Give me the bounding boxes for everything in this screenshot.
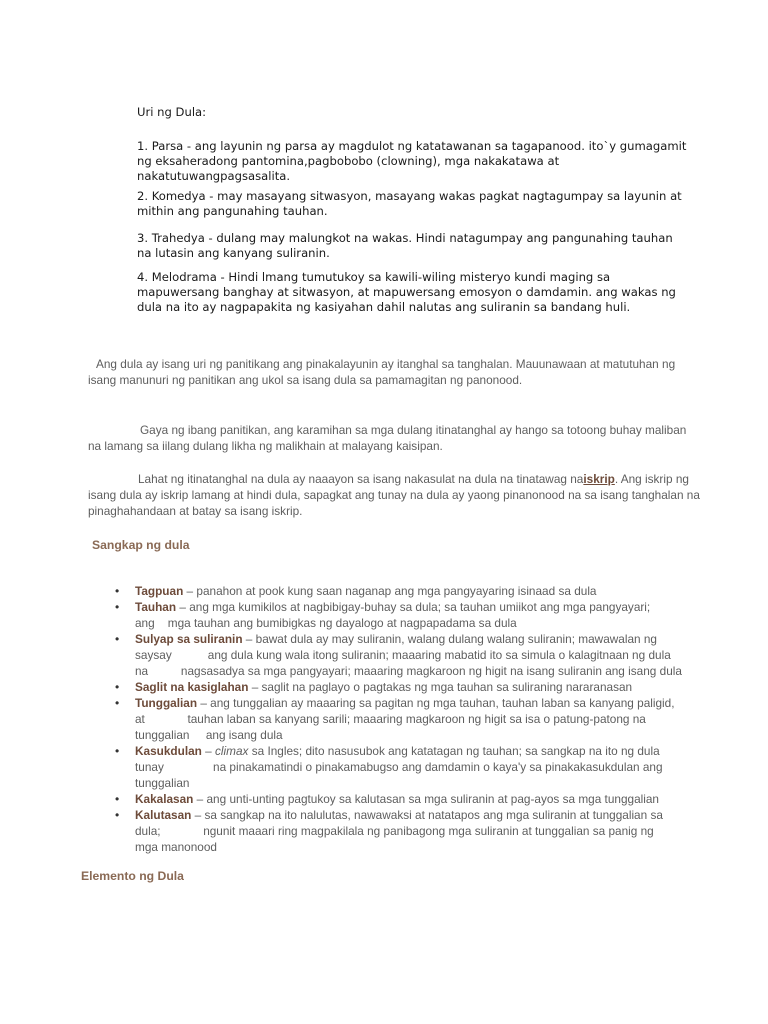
term-label: Tagpuan (135, 584, 184, 598)
paragraph-iskrip (88, 471, 700, 519)
term-definition: – ang tunggalian ay maaaring sa pagitan ng mga tauhan, tauhan laban sa kanyang paligid, (197, 696, 675, 710)
term-definition: – saglit na paglayo o pagtakas ng mga tauhan sa suliraning nararanasan (248, 680, 633, 694)
iskrip-link[interactable]: iskrip (583, 472, 615, 486)
list-item (115, 695, 682, 743)
text-line: dula; ngunit maaari ring magpakilala ng panibagong mga suliranin at tunggalian sa panig ng (135, 824, 654, 838)
term-label: Sulyap sa suliranin (135, 632, 243, 646)
uri-item-komedya (137, 189, 682, 219)
text-line: mithin ang pangunahing tauhan. (137, 204, 328, 218)
text-line: dula na ito ay nagpapakita ng kasiyahan dahil nalutas ang suliranin sa bandang huli. (137, 300, 631, 314)
list-item (115, 599, 682, 631)
text-segment: . Ang iskrip ng (614, 472, 689, 486)
text-line: tunay na pinakamatindi o pinakamabugso ang damdamin o kaya'y sa pinakakasukdulan ang (135, 760, 663, 774)
term-label: Tunggalian (135, 696, 198, 710)
text-line: isang dula ay iskrip lamang at hindi dula, sapagkat ang tunay na dula ay yaong pinanonood na sa isang tanghalan na (88, 488, 700, 502)
text-segment: Lahat ng itinatanghal na dula ay naaayon sa isang nakasulat na dula na tinatawag na (138, 472, 584, 486)
italic-term: climax (215, 744, 249, 758)
list-item (115, 631, 682, 679)
text-line: ang mga tauhan ang bumibigkas ng dayalogo at nagpapadama sa dula (135, 616, 517, 630)
text-line: 3. Trahedya - dulang may malungkot na wakas. Hindi natagumpay ang pangunahing tauhan (137, 231, 673, 245)
paragraph-dula (88, 356, 675, 388)
list-item (115, 791, 682, 807)
term-definition: – bawat dula ay may suliranin, walang dulang walang suliranin; mawawalan ng (242, 632, 657, 646)
text-line: mga manonood (135, 840, 217, 854)
term-label: Kakalasan (135, 792, 194, 806)
text-line: isang manunuri ng panitikan ang ukol sa isang dula sa pamamagitan ng panonood. (88, 373, 523, 387)
text-line: pinaghahandaan at batay sa isang iskrip. (88, 504, 303, 518)
text-line: saysay ang dula kung wala itong suliranin; maaaring mabatid ito sa simula o kalagitnaan ng dula (135, 648, 671, 662)
text-line: tunggalian ang isang dula (135, 728, 283, 742)
text-line: na lamang sa iilang dulang likha ng malikhain at malayang kaisipan. (88, 439, 443, 453)
text-line (88, 471, 700, 487)
sangkap-heading: Sangkap ng dula (92, 538, 190, 552)
text-line: ng eksaheradong pantomina,pagbobobo (clowning), mga nakakatawa at (137, 154, 560, 168)
sangkap-list (115, 583, 682, 855)
text-line: na nagsasadya sa mga pangyayari; maaaring magkaroon ng higit na isang suliranin ang isang dula (135, 664, 682, 678)
uri-title: Uri ng Dula: (137, 105, 207, 119)
term-definition: – ang mga kumikilos at nagbibigay-buhay sa dula; sa tauhan umiikot ang mga pangyayari; (176, 600, 651, 614)
text-line: at tauhan laban sa kanyang sarili; maaaring magkaroon ng higit sa isa o patung-patong na (135, 712, 646, 726)
text-line: Ang dula ay isang uri ng panitikang ang pinakalayunin ay itanghal sa tanghalan. Mauunawaan at matutuhan ng (96, 357, 676, 371)
text-line: tunggalian (135, 776, 190, 790)
text-line: 1. Parsa - ang layunin ng parsa ay magdulot ng katatawanan sa tagapanood. ito`y gumagamit (137, 139, 687, 153)
uri-item-melodrama (137, 270, 676, 315)
term-label: Saglit na kasiglahan (135, 680, 249, 694)
text-line: na lutasin ang kanyang suliranin. (137, 246, 330, 260)
term-label: Tauhan (135, 600, 177, 614)
paragraph-panitikan (88, 422, 686, 454)
list-item (115, 807, 682, 855)
term-definition: – panahon at pook kung saan naganap ang mga pangyayaring isinaad sa dula (183, 584, 597, 598)
term-definition: sa Ingles; dito nasusubok ang katatagan ng tauhan; sa sangkap na ito ng dula (248, 744, 660, 758)
text-line: Gaya ng ibang panitikan, ang karamihan sa mga dulang itinatanghal ay hango sa totoong buhay maliban (140, 423, 687, 437)
text-line: 4. Melodrama - Hindi lmang tumutukoy sa kawili-wiling misteryo kundi maging sa (137, 270, 611, 284)
list-item (115, 583, 682, 599)
list-item (115, 743, 682, 791)
list-item (115, 679, 682, 695)
uri-item-parsa (137, 139, 686, 184)
term-definition: – sa sangkap na ito nalulutas, nawawaksi at natatapos ang mga suliranin at tunggalian sa (191, 808, 663, 822)
text-line: 2. Komedya - may masayang sitwasyon, masayang wakas pagkat nagtagumpay sa layunin at (137, 189, 682, 203)
term-definition: – ang unti-unting pagtukoy sa kalutasan sa mga suliranin at pag-ayos sa mga tunggalian (193, 792, 659, 806)
text-line: nakatutuwangpagsasalita. (137, 169, 291, 183)
term-label: Kasukdulan (135, 744, 202, 758)
term-label: Kalutasan (135, 808, 192, 822)
elemento-heading: Elemento ng Dula (81, 869, 184, 883)
text-segment: – (201, 744, 215, 758)
uri-item-trahedya (137, 231, 673, 261)
text-line: mapuwersang banghay at sitwasyon, at mapuwersang emosyon o damdamin. ang wakas ng (137, 285, 676, 299)
